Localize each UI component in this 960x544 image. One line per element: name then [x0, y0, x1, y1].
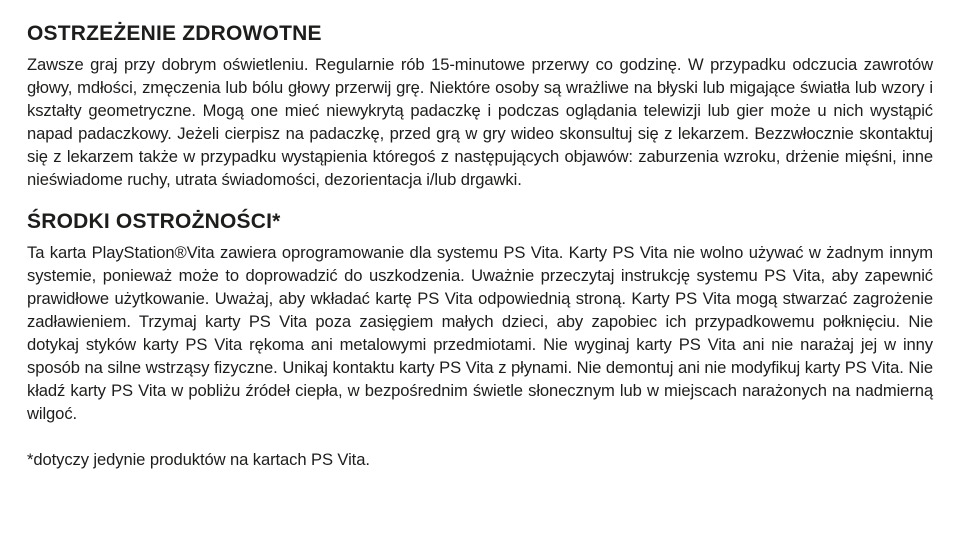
health-warning-heading: OSTRZEŻENIE ZDROWOTNE: [27, 22, 322, 45]
health-warning-section: [27, 22, 933, 191]
precautions-section: [27, 210, 933, 425]
precautions-body: Ta karta PlayStation®Vita zawiera oprogramowanie dla systemu PS Vita. Karty PS Vita nie wolno używać w żadnym innym systemie, ponieważ może to doprowadzić do uszkodzenia. Uważnie przeczytaj instrukcję systemu PS Vita, aby zapewnić prawidłowe użytkowanie. Uważaj, aby wkładać kartę PS Vita odpowiednią stroną. Karty PS Vita mogą stwarzać zagrożenie zadławieniem. Trzymaj karty PS Vita poza zasięgiem małych dzieci, aby zapobiec ich przypadkowemu połknięciu. Nie dotykaj styków karty PS Vita rękoma ani metalowymi przedmiotami. Nie wyginaj karty PS Vita ani nie narażaj jej w inny sposób na silne wstrząsy fizyczne. Unikaj kontaktu karty PS Vita z płynami. Nie demontuj ani nie modyfikuj karty PS Vita. Nie kładź karty PS Vita w pobliżu źródeł ciepła, w bezpośrednim świetle słonecznym lub w miejscach narażonych na nadmierną wilgoć.: [27, 243, 933, 424]
precautions-heading: ŚRODKI OSTROŻNOŚCI*: [27, 210, 281, 234]
footnote: *dotyczy jedynie produktów na kartach PS Vita.: [27, 450, 370, 470]
health-warning-body: Zawsze graj przy dobrym oświetleniu. Regularnie rób 15-minutowe przerwy co godzinę. W przypadku odczucia zawrotów głowy, mdłości, zmęczenia lub bólu głowy przerwij grę. Niektóre osoby są wrażliwe na błyski lub migające światła lub wzory i kształty geometryczne. Mogą one mieć niewykrytą padaczkę i podczas oglądania telewizji lub gier może u nich wystąpić napad padaczkowy. Jeżeli cierpisz na padaczkę, przed grą w gry wideo skonsultuj się z lekarzem. Bezzwłocznie skontaktuj się z lekarzem także w przypadku wystąpienia któregoś z następujących objawów: zaburzenia wzroku, drżenie mięśni, inne nieświadome ruchy, utrata świadomości, dezorientacja i/lub drgawki.: [27, 55, 933, 190]
